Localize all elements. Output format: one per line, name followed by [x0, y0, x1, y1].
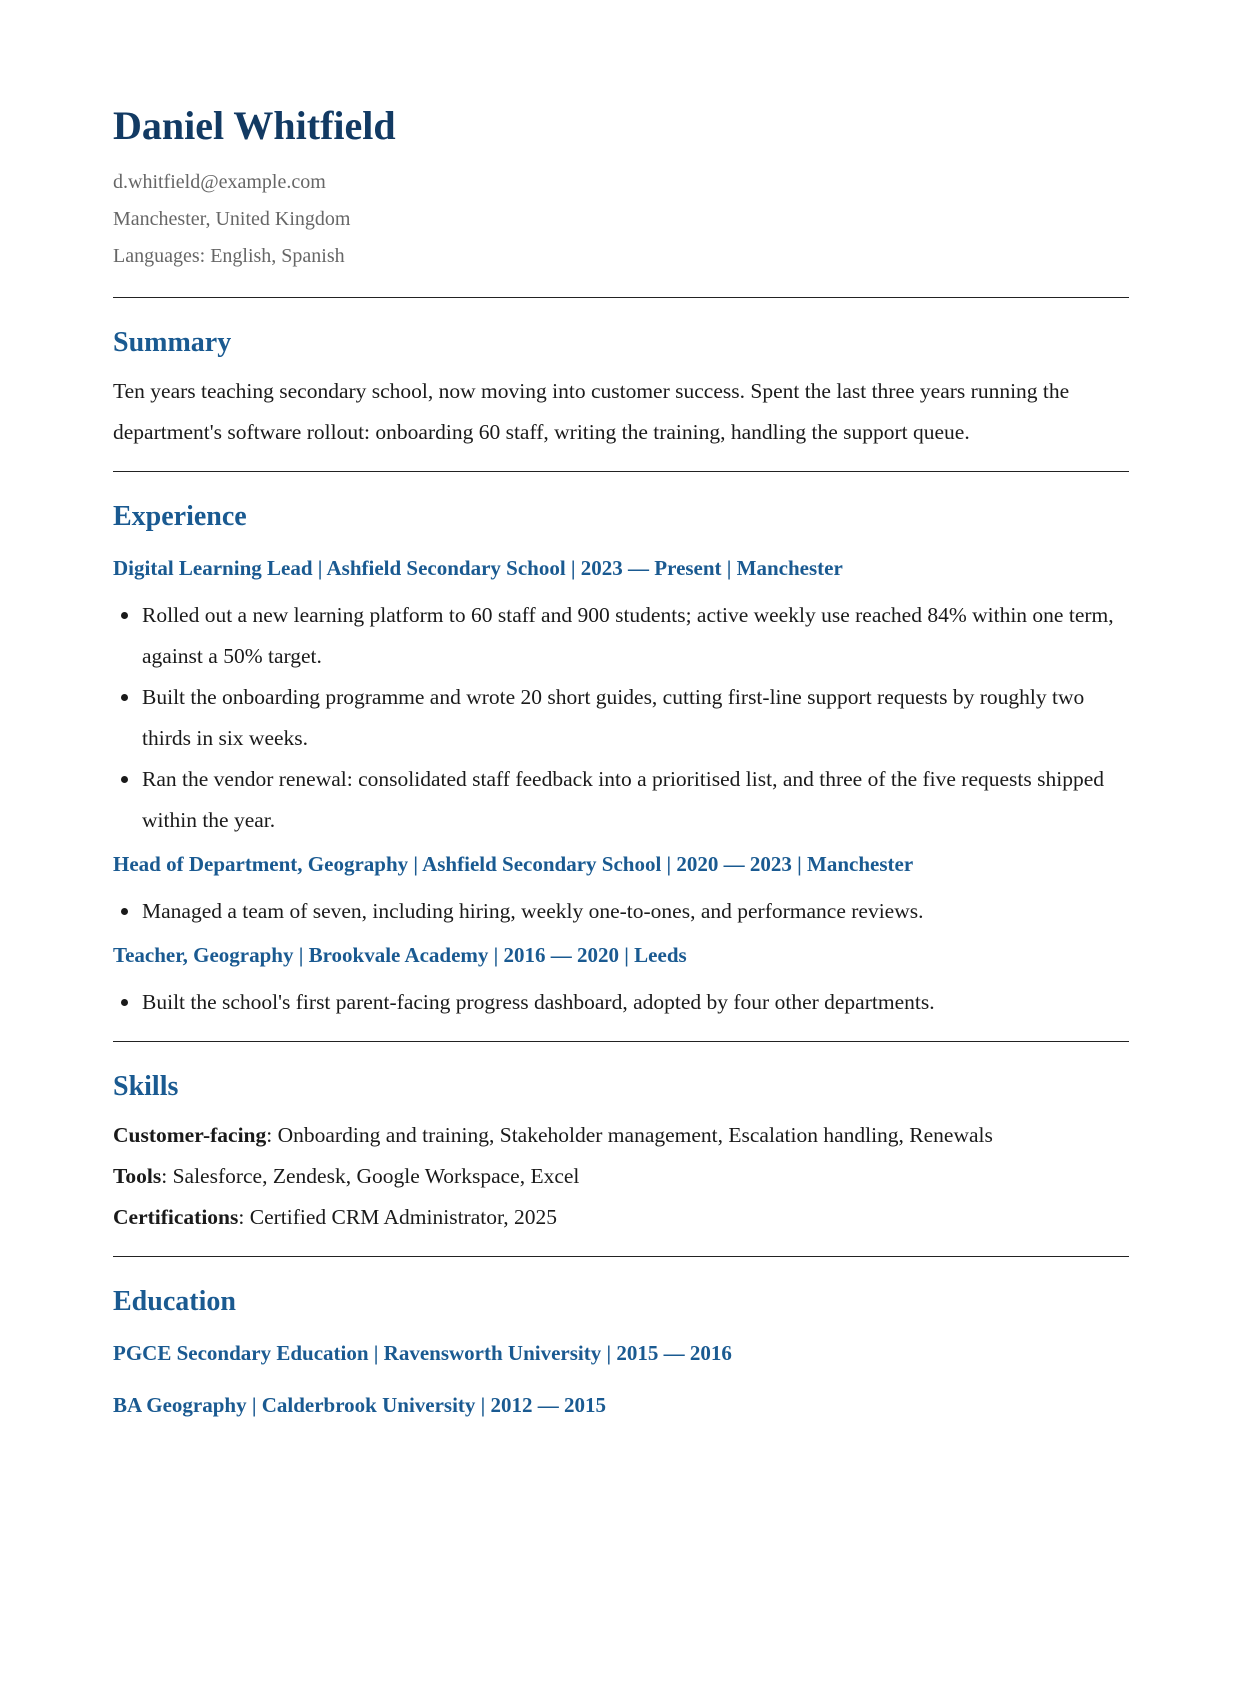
- bullet-text: Ran the vendor renewal: consolidated staff feedback into a prioritised list, and three of the five requests shipped within the year.: [142, 767, 1105, 832]
- education-entry: BA Geography | Calderbrook University | 2012 — 2015: [113, 1393, 607, 1417]
- education-section: [113, 1257, 1129, 1420]
- skill-label: Tools: [113, 1164, 162, 1188]
- job-entry: [113, 553, 1129, 841]
- contact-languages: Languages: English, Spanish: [113, 245, 345, 267]
- job-entry: [113, 849, 1129, 932]
- bullet-text: Built the onboarding programme and wrote 20 short guides, cutting first-line support requests by roughly two thirds in six weeks.: [142, 685, 1085, 750]
- skill-label: Certifications: [113, 1205, 239, 1229]
- skill-value: : Salesforce, Zendesk, Google Workspace, Excel: [161, 1164, 580, 1188]
- bullet-text: Built the school's first parent-facing progress dashboard, adopted by four other departments.: [142, 990, 935, 1014]
- bullet-text: Managed a team of seven, including hiring, weekly one-to-ones, and performance reviews.: [142, 899, 924, 923]
- skill-label: Customer-facing: [113, 1123, 267, 1147]
- list-item: [113, 677, 1129, 759]
- bullet-icon: [121, 999, 128, 1006]
- job-heading: Head of Department, Geography | Ashfield Secondary School | 2020 — 2023 | Manchester: [113, 852, 914, 876]
- job-bullets: [113, 982, 1129, 1041]
- job-bullets: [113, 891, 1129, 932]
- job-entry: [113, 940, 1129, 1041]
- bullet-icon: [121, 612, 128, 619]
- bullet-icon: [121, 694, 128, 701]
- job-bullets: [113, 595, 1129, 841]
- job-heading: Teacher, Geography | Brookvale Academy | 2016 — 2020 | Leeds: [113, 943, 687, 967]
- list-item: [113, 595, 1129, 677]
- name-heading: Daniel Whitfield: [113, 103, 396, 148]
- skills-title: Skills: [113, 1071, 179, 1102]
- job-heading: Digital Learning Lead | Ashfield Secondary School | 2023 — Present | Manchester: [113, 556, 843, 580]
- bullet-icon: [121, 908, 128, 915]
- skill-row: [113, 1197, 1129, 1238]
- education-title: Education: [113, 1286, 236, 1317]
- bullet-text: Rolled out a new learning platform to 60 staff and 900 students; active weekly use reached 84% within one term, against a 50% target.: [142, 603, 1114, 668]
- experience-title: Experience: [113, 501, 247, 532]
- skill-value: : Onboarding and training, Stakeholder management, Escalation handling, Renewals: [266, 1123, 993, 1147]
- skill-row: [113, 1156, 1129, 1197]
- summary-section: [113, 298, 1129, 471]
- bullet-icon: [121, 776, 128, 783]
- summary-title: Summary: [113, 327, 232, 358]
- skill-row: [113, 1115, 1129, 1156]
- list-item: [113, 891, 1129, 932]
- skills-list: [113, 1115, 1129, 1256]
- education-entry: PGCE Secondary Education | Ravensworth University | 2015 — 2016: [113, 1341, 732, 1365]
- list-item: [113, 982, 1129, 1023]
- summary-text: Ten years teaching secondary school, now moving into customer success. Spent the last three years running the department's software rollout: onboarding 60 staff, writing the training, handling the support queue.: [113, 379, 1070, 444]
- contact-location: Manchester, United Kingdom: [113, 208, 351, 230]
- skills-section: [113, 1042, 1129, 1256]
- list-item: [113, 759, 1129, 841]
- contact-email: d.whitfield@example.com: [113, 171, 326, 193]
- skill-value: : Certified CRM Administrator, 2025: [238, 1205, 558, 1229]
- experience-section: [113, 472, 1129, 1041]
